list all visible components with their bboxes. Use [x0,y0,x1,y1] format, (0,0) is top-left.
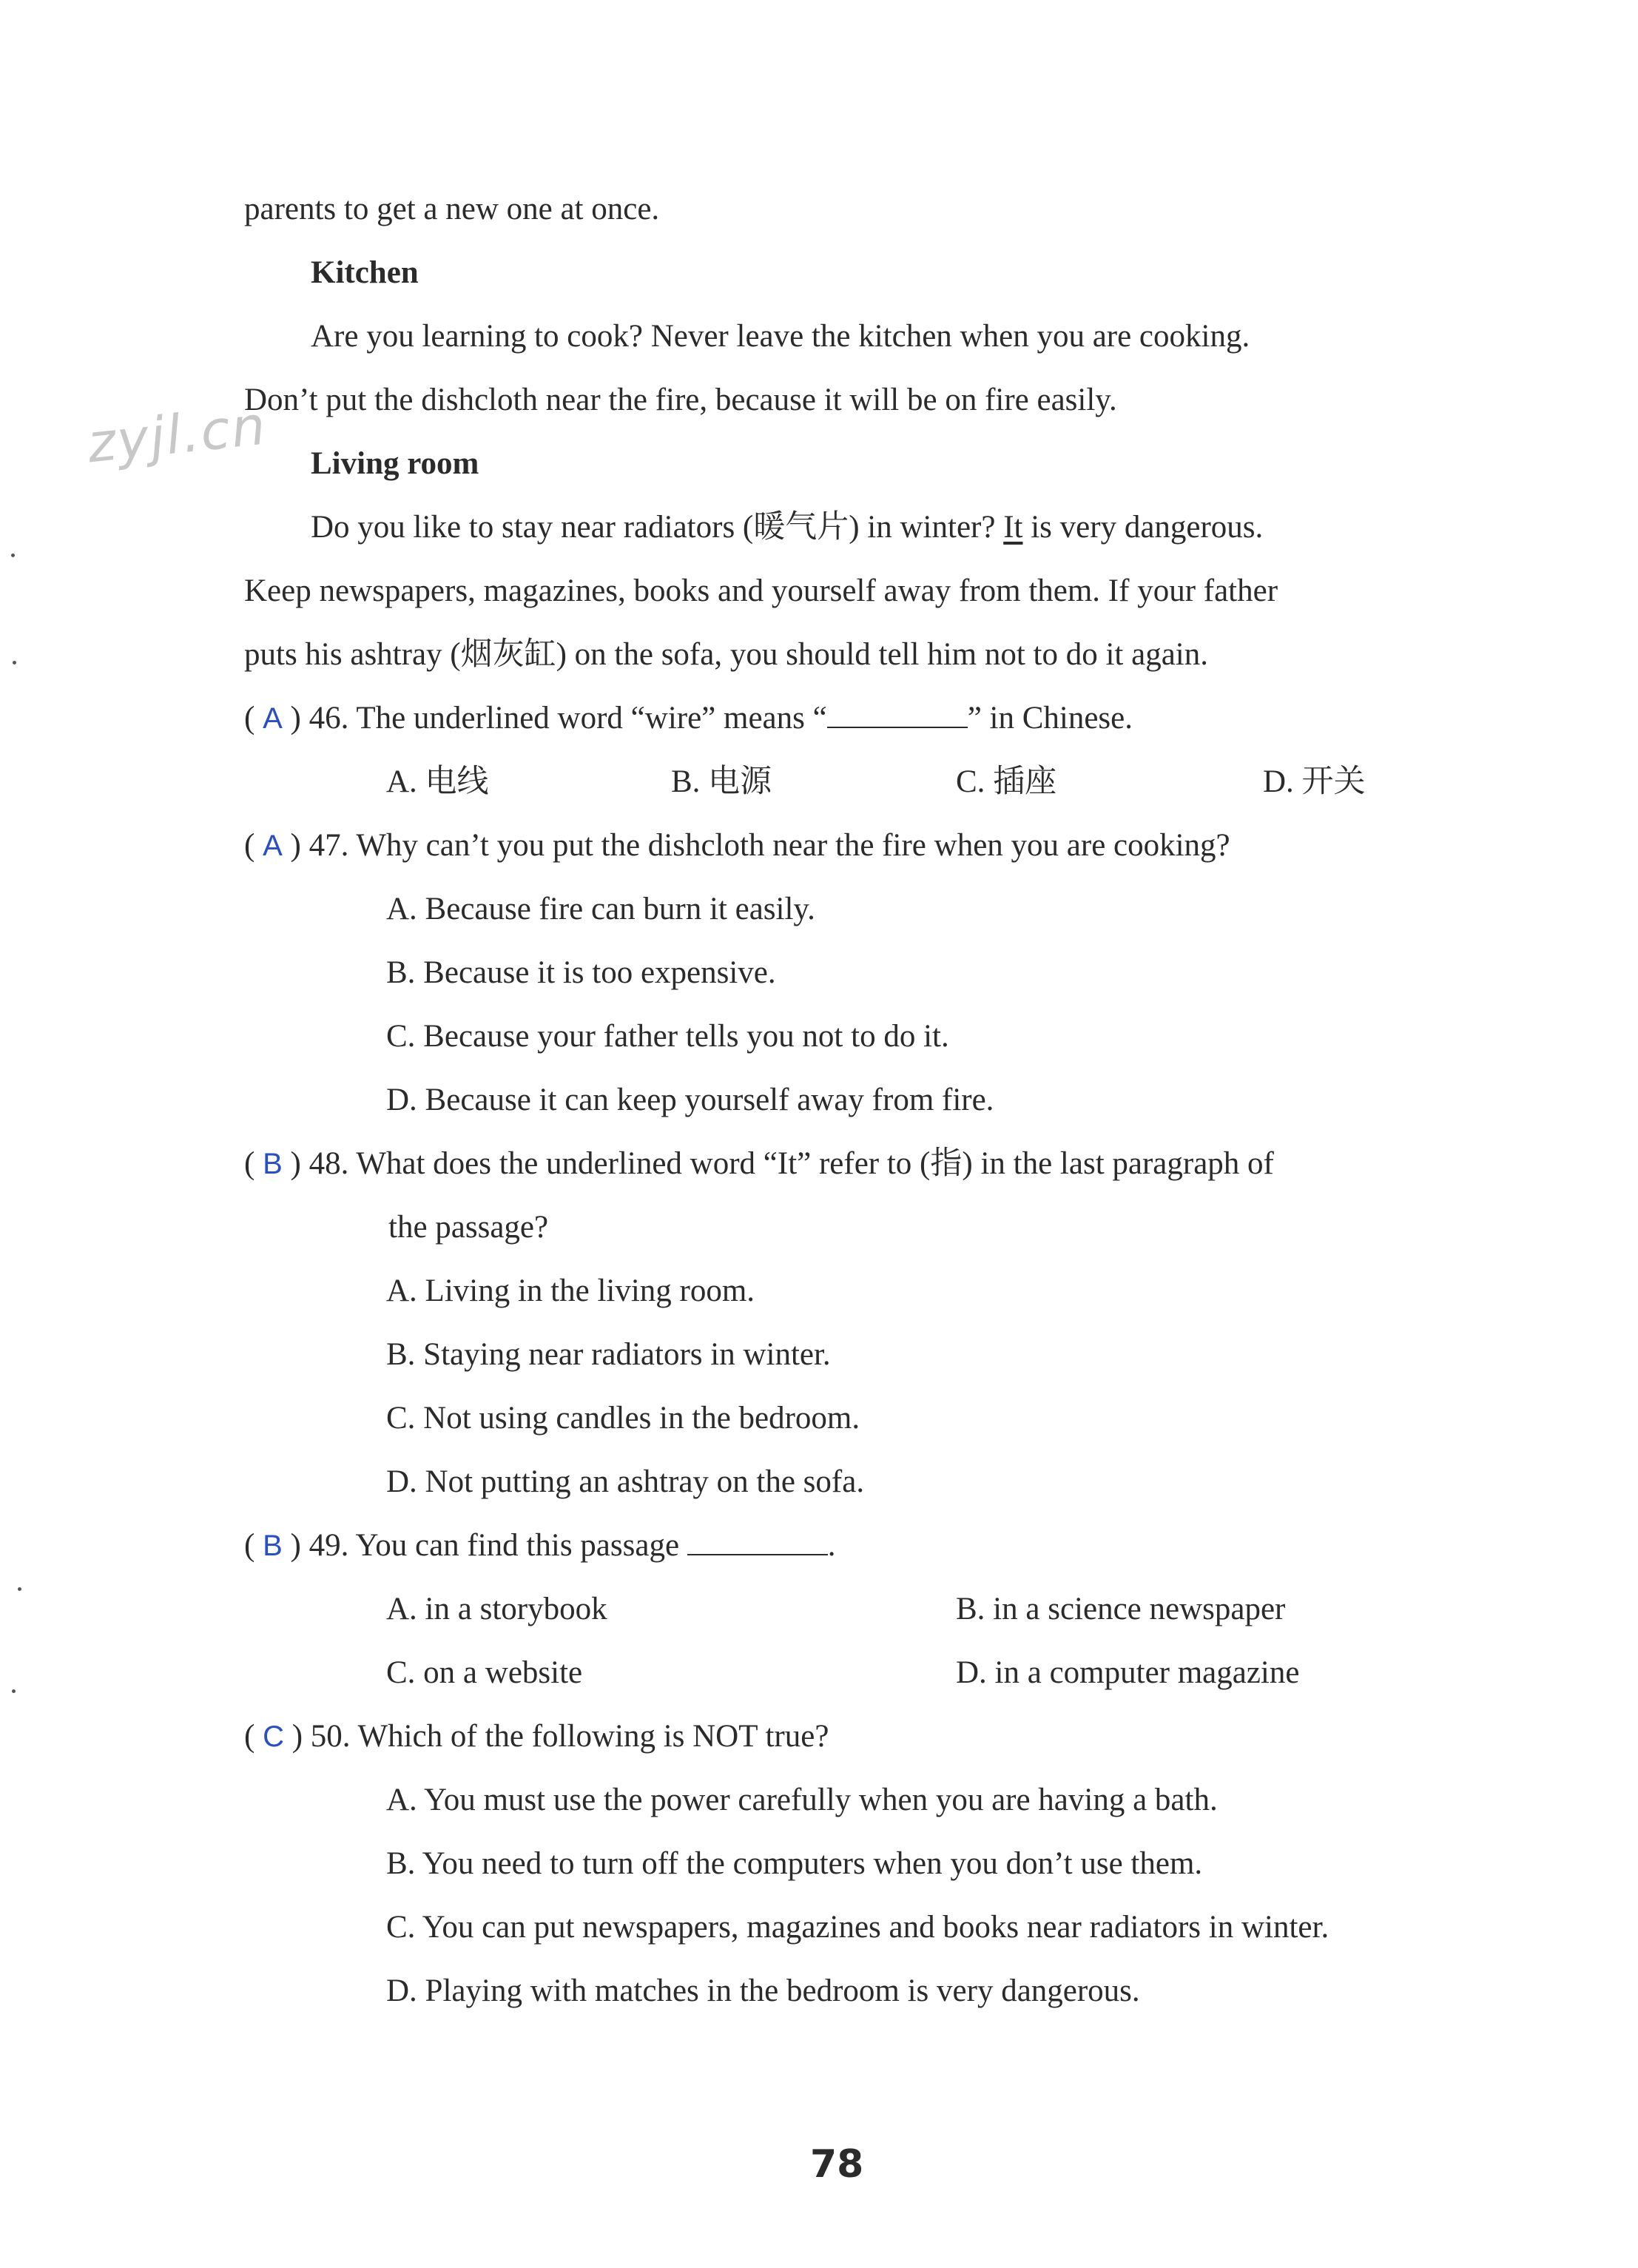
option-d: D. Because it can keep yourself away from fire. [386,1083,994,1117]
passage-line: Keep newspapers, magazines, books and yourself away from them. If your father [244,573,1278,608]
question-text: 46. The underlined word “wire” means “ [309,701,827,736]
margin-speck [18,1587,21,1591]
question-48: ( B ) 48. What does the underlined word “It” refer to (指) in the last paragraph of [244,1146,1274,1181]
question-46: ( A ) 46. The underlined word “wire” means “ ” in Chinese. [244,701,1133,736]
underlined-word-it: It [1003,510,1023,545]
section-heading-kitchen: Kitchen [311,255,419,290]
answer-46: A [263,702,283,735]
question-text: 50. Which of the following is NOT true? [310,1719,829,1754]
passage-text: Do you like to stay near radiators (暖气片) in winter? [311,510,1004,545]
page-number: 78 [810,2142,864,2187]
option-d: D. Not putting an ashtray on the sofa. [386,1464,865,1499]
question-text: ” in Chinese. [967,701,1133,736]
passage-line: Are you learning to cook? Never leave the kitchen when you are cooking. [311,319,1250,354]
passage-line: Don’t put the dishcloth near the fire, because it will be on fire easily. [244,383,1117,417]
option-a: A. 电线 [386,764,489,799]
option-b: B. Staying near radiators in winter. [386,1337,831,1372]
answer-48: B [263,1148,283,1180]
passage-line [311,507,1263,548]
option-c: C. You can put newspapers, magazines and books near radiators in winter. [386,1910,1329,1945]
option-c: C. Because your father tells you not to do it. [386,1019,949,1054]
answer-blank [687,1532,828,1555]
question-text: 47. Why can’t you put the dishcloth near the fire when you are cooking? [309,828,1230,863]
question-text: 49. You can find this passage [309,1528,680,1563]
question-50: ( C ) 50. Which of the following is NOT true? [244,1719,829,1754]
question-text: . [827,1528,836,1563]
question-47: ( A ) 47. Why can’t you put the dishcloth near the fire when you are cooking? [244,828,1230,863]
answer-47: A [263,830,283,862]
option-a: A. Living in the living room. [386,1273,755,1308]
answer-49: B [263,1530,283,1562]
option-c: C. Not using candles in the bedroom. [386,1401,860,1436]
question-text: 48. What does the underlined word “It” refer to (指) in the last paragraph of [309,1146,1274,1181]
passage-line: puts his ashtray (烟灰缸) on the sofa, you should tell him not to do it again. [244,637,1208,672]
option-d: D. Playing with matches in the bedroom is very dangerous. [386,1973,1140,2008]
margin-speck [13,661,16,664]
option-c: C. 插座 [956,764,1057,799]
option-b: B. You need to turn off the computers when you don’t use them. [386,1846,1203,1881]
margin-speck [12,1689,16,1693]
passage-text: is very dangerous. [1022,510,1264,545]
option-a: A. in a storybook [386,1592,607,1626]
option-d: D. in a computer magazine [956,1655,1300,1690]
margin-speck [11,553,15,557]
section-heading-living-room: Living room [311,446,479,481]
option-b: B. Because it is too expensive. [386,955,776,990]
question-text-continued: the passage? [388,1210,549,1245]
answer-blank [827,704,968,728]
option-b: B. in a science newspaper [956,1592,1286,1626]
option-d: D. 开关 [1263,764,1366,799]
option-b: B. 电源 [671,764,772,799]
option-a: A. You must use the power carefully when you are having a bath. [386,1783,1218,1817]
passage-line: parents to get a new one at once. [244,192,660,226]
option-c: C. on a website [386,1655,583,1690]
watermark: zyjl.cn [84,394,270,475]
answer-50: C [263,1720,284,1753]
option-a: A. Because fire can burn it easily. [386,892,815,926]
question-49: ( B ) 49. You can find this passage . [244,1528,836,1563]
